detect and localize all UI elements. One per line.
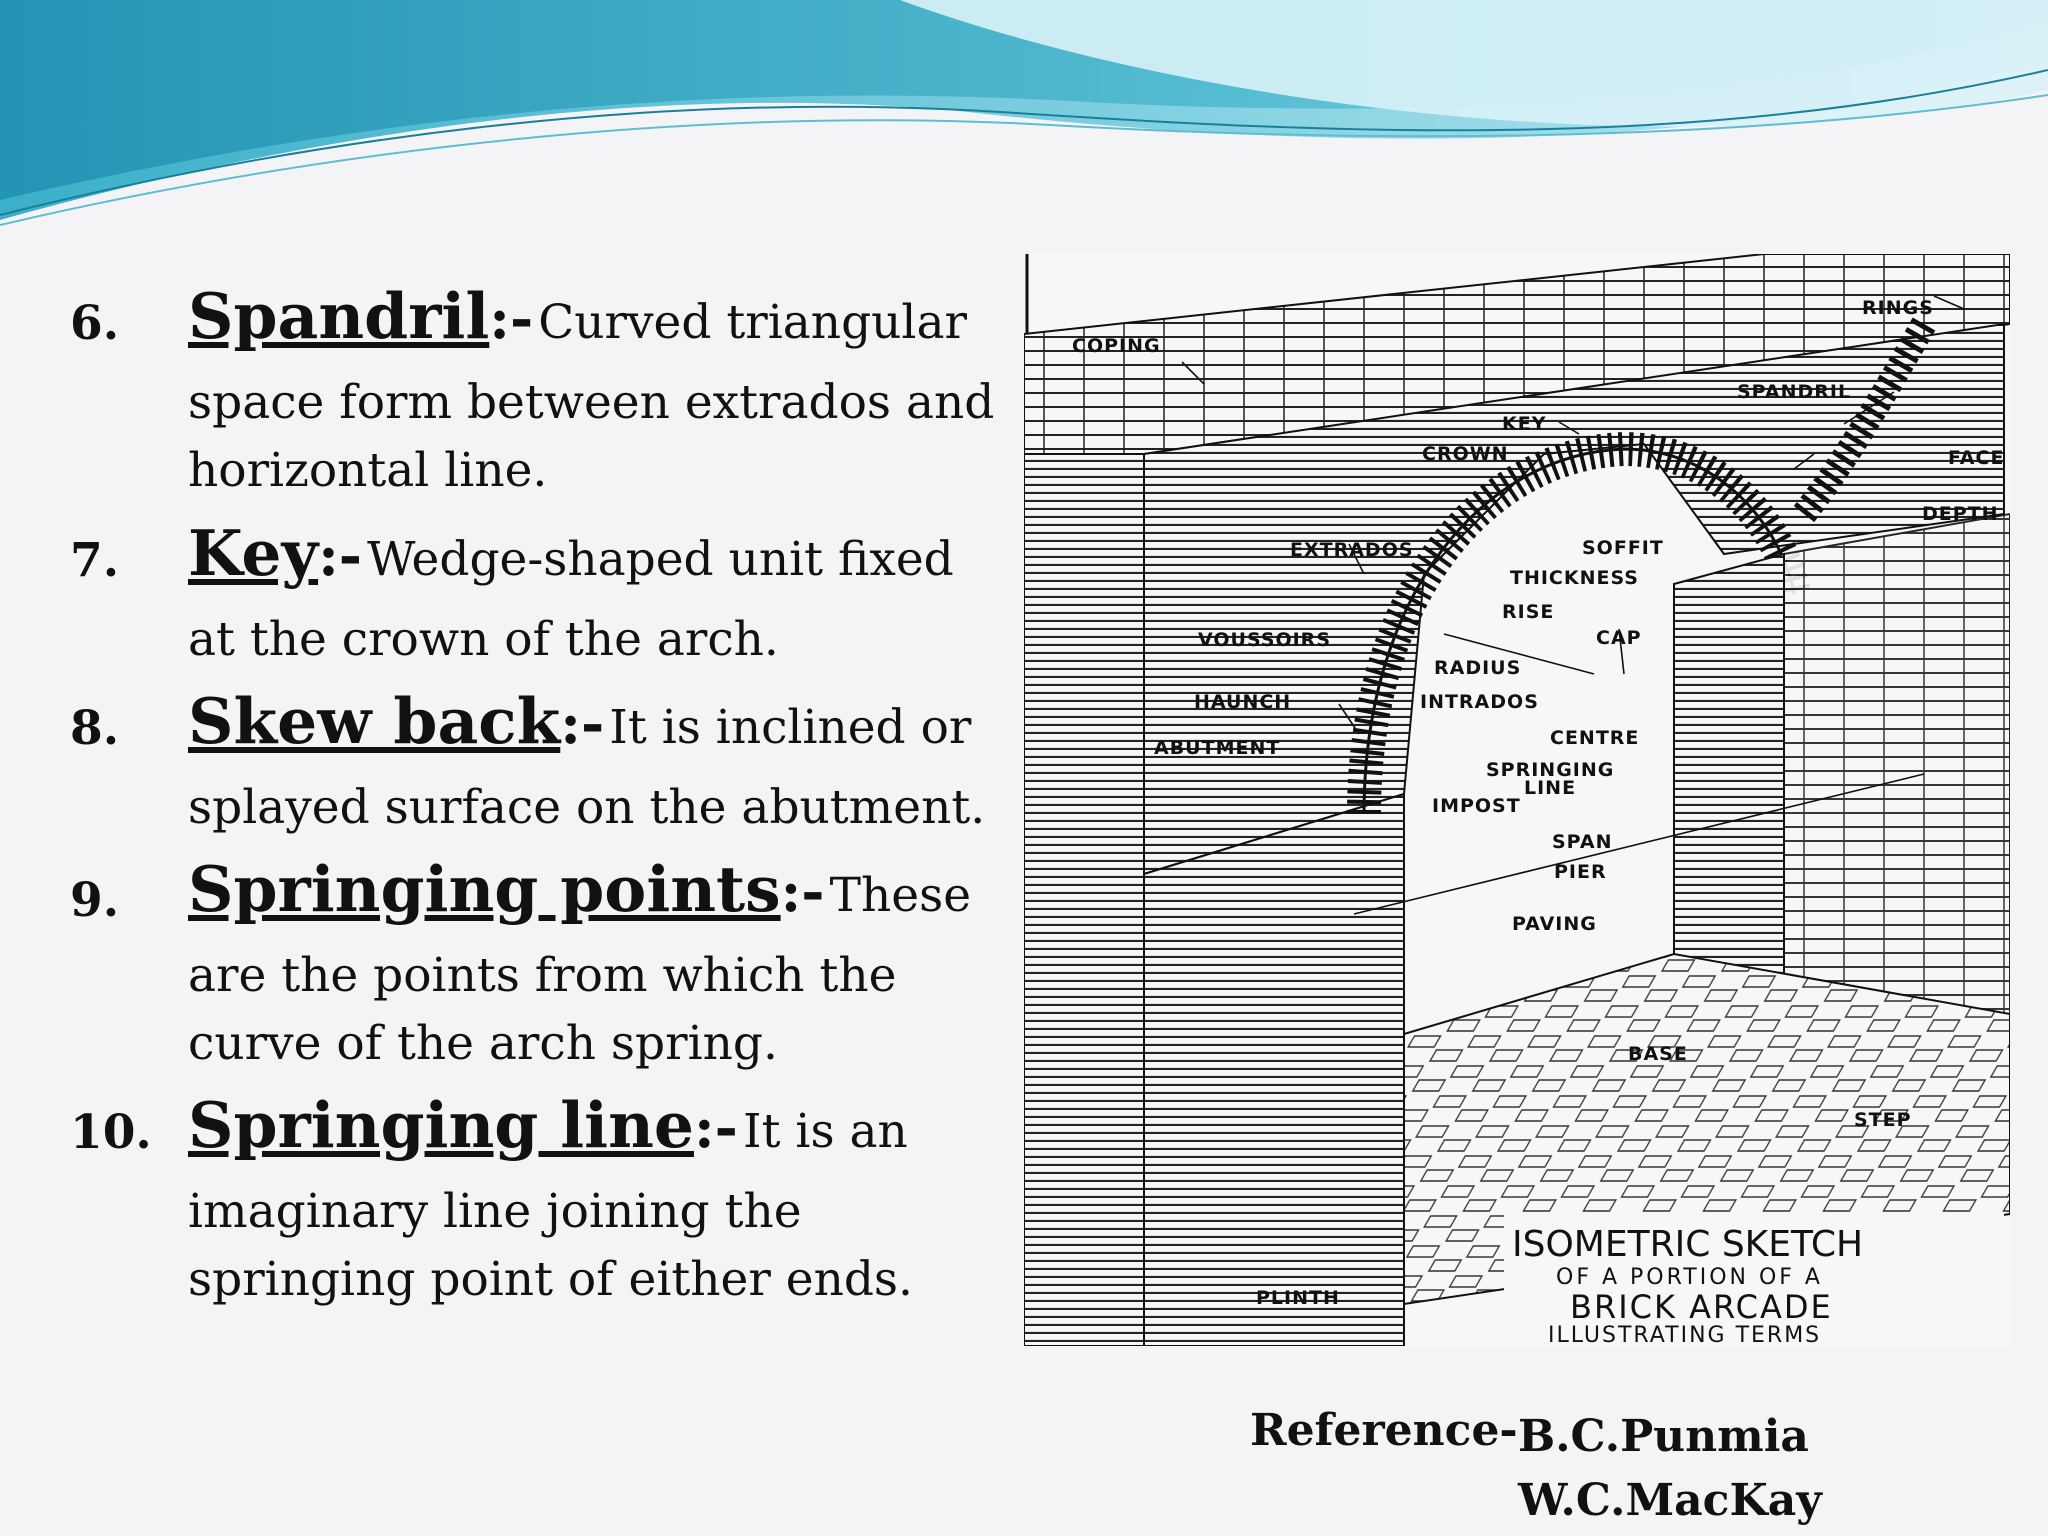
label-rings: RINGS — [1862, 297, 1934, 319]
label-key: KEY — [1502, 413, 1547, 435]
label-haunch: HAUNCH — [1194, 691, 1292, 713]
label-coping: COPING — [1072, 335, 1161, 357]
label-impost: IMPOST — [1432, 795, 1521, 817]
label-pier: PIER — [1554, 861, 1607, 883]
brick-arcade-illustration — [1024, 254, 2010, 1346]
term-definition: Curved triangular — [538, 295, 967, 350]
label-centre: CENTRE — [1550, 727, 1640, 749]
term-list — [70, 280, 1010, 1325]
term-item-springing-line — [70, 1089, 1010, 1325]
label-plinth: PLINTH — [1256, 1287, 1340, 1309]
label-intrados: INTRADOS — [1420, 691, 1539, 713]
label-face: FACE — [1948, 447, 2005, 469]
term-name: Skew back — [188, 684, 561, 758]
label-soffit: SOFFIT — [1582, 537, 1664, 559]
term-definition-line: are the points from which the — [188, 948, 897, 1003]
figure-caption-line: ILLUSTRATING TERMS — [1548, 1323, 1822, 1346]
term-item-springing-points — [70, 853, 1010, 1089]
term-separator: :- — [780, 859, 825, 925]
term-name: Key — [188, 516, 319, 590]
term-definition: It is inclined or — [609, 700, 972, 755]
term-separator: :- — [318, 523, 362, 589]
term-definition-line: horizontal line. — [188, 443, 548, 498]
term-separator: :- — [560, 691, 605, 757]
figure-caption-line: ISOMETRIC SKETCH — [1512, 1224, 1864, 1265]
term-item-key — [70, 517, 1010, 685]
label-voussoirs: VOUSSOIRS — [1198, 629, 1332, 651]
figure-caption-line: BRICK ARCADE — [1570, 1288, 1833, 1326]
term-item-spandril — [70, 280, 1010, 517]
term-item-skew-back — [70, 685, 1010, 853]
reference-author: W.C.MacKay — [1518, 1475, 1822, 1526]
label-crown: CROWN — [1422, 443, 1509, 465]
term-number: 9. — [70, 873, 120, 928]
term-definition-line: at the crown of the arch. — [188, 612, 779, 667]
label-depth: DEPTH — [1922, 503, 1999, 525]
decorative-wave-banner — [0, 0, 2048, 240]
term-definition-line: imaginary line joining the — [188, 1184, 802, 1239]
label-abutment: ABUTMENT — [1154, 737, 1281, 759]
label-base: BASE — [1628, 1043, 1688, 1065]
label-spandril: SPANDRIL — [1737, 381, 1852, 403]
term-number: 6. — [70, 296, 120, 351]
term-separator: :- — [489, 286, 534, 352]
term-definition: Wedge-shaped unit fixed — [367, 532, 954, 587]
label-cap: CAP — [1596, 627, 1642, 649]
label-thickness: THICKNESS — [1510, 567, 1639, 589]
term-definition-line: space form between extrados and — [188, 375, 995, 430]
label-paving: PAVING — [1512, 913, 1597, 935]
label-springing: SPRINGING — [1486, 759, 1615, 781]
label-radius: RADIUS — [1434, 657, 1522, 679]
term-separator: :- — [694, 1095, 738, 1161]
term-definition: It is an — [743, 1104, 908, 1159]
label-extrados: EXTRADOS — [1290, 539, 1414, 561]
figure-caption-line: OF A PORTION OF A — [1556, 1265, 1823, 1290]
term-name: Spandril — [188, 279, 490, 353]
reference-label: Reference- — [1250, 1405, 1518, 1456]
term-number: 10. — [70, 1105, 152, 1160]
term-definition-line: curve of the arch spring. — [188, 1016, 778, 1071]
reference-author: B.C.Punmia — [1518, 1411, 1809, 1462]
term-definition: These — [829, 868, 972, 923]
reference-authors — [1518, 1405, 1822, 1533]
term-name: Springing line — [188, 1088, 694, 1162]
label-step: STEP — [1854, 1109, 1912, 1131]
term-definition-line: springing point of either ends. — [188, 1252, 913, 1307]
term-number: 7. — [70, 533, 120, 588]
term-number: 8. — [70, 701, 120, 756]
label-line: LINE — [1524, 777, 1577, 799]
label-span: SPAN — [1552, 831, 1613, 853]
term-name: Springing points — [188, 852, 781, 926]
label-rise: RISE — [1502, 601, 1555, 623]
term-definition-line: splayed surface on the abutment. — [188, 780, 986, 835]
